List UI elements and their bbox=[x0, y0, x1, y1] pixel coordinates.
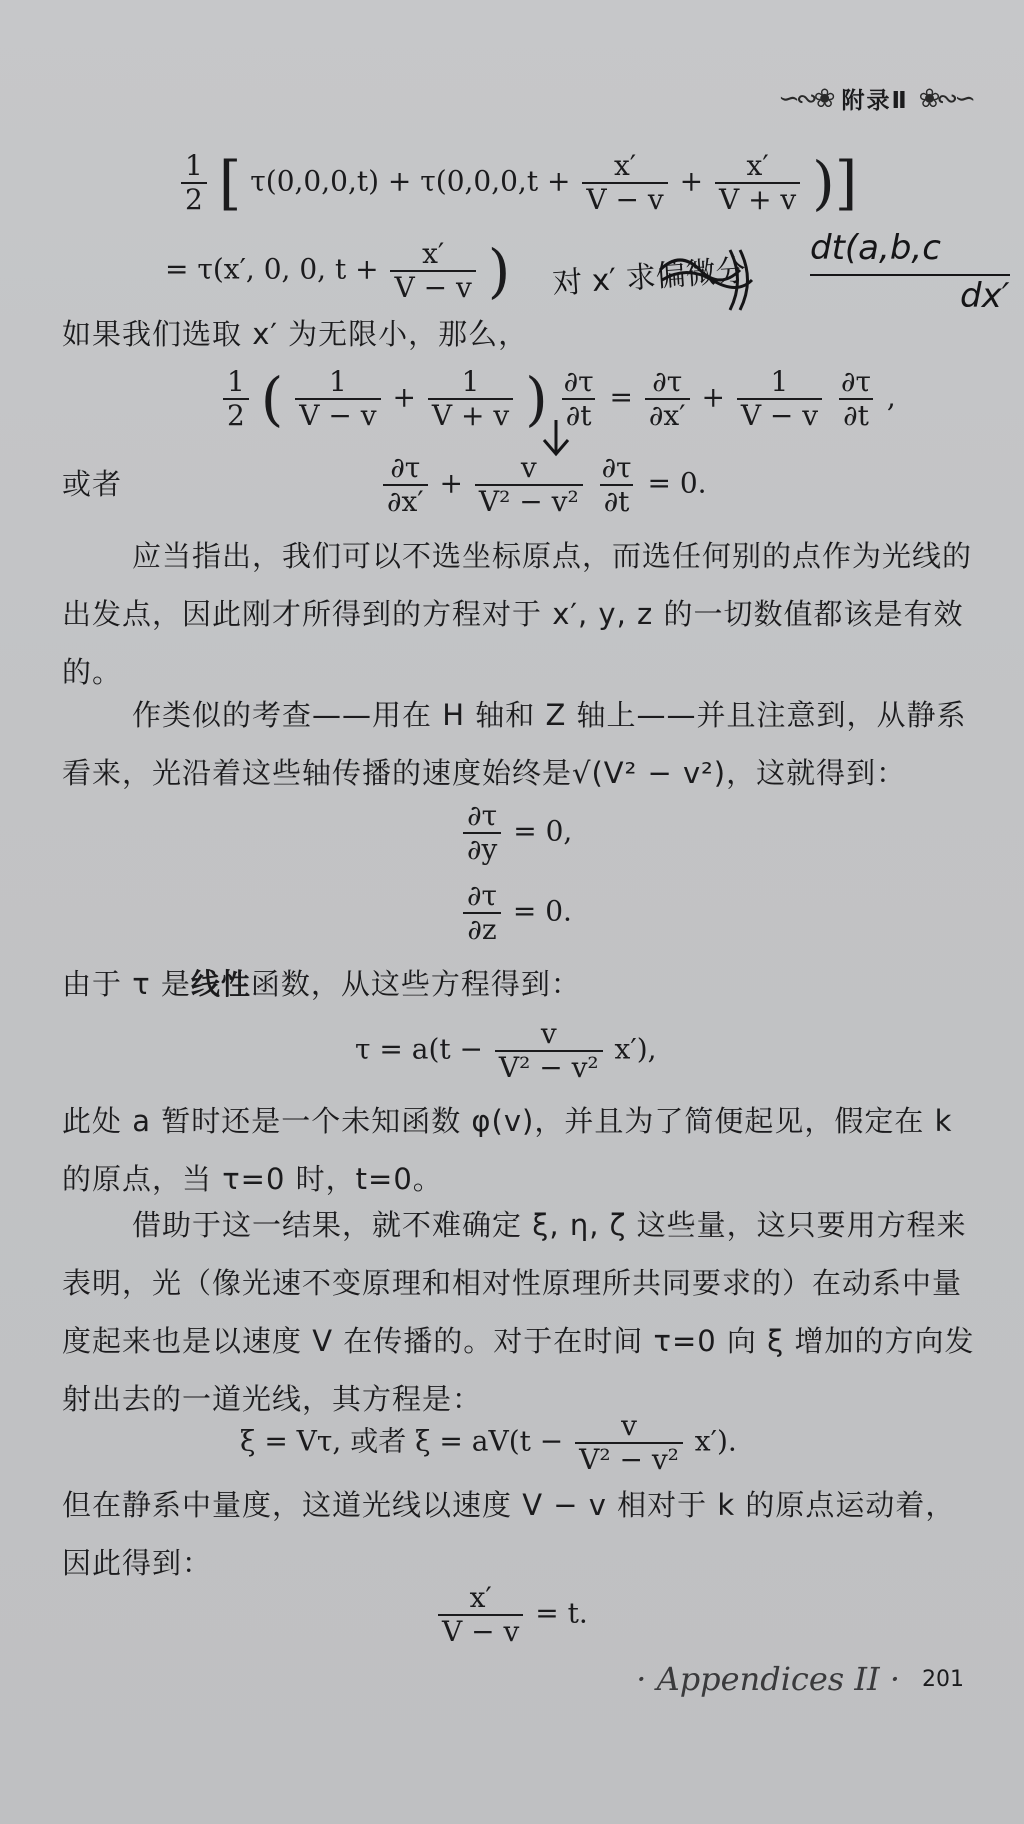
handwritten-formula: dt(a,b,c dx′ bbox=[810, 228, 1010, 316]
equation-2: = τ(x′, 0, 0, t + $\frac{x'}{V - v}$ ) bbox=[165, 237, 511, 306]
paragraph-3: 作类似的考查——用在 H 轴和 Z 轴上——并且注意到，从静系看来，光沿着这些轴传播的速度始终是√(V² − v²)，这就得到： bbox=[62, 698, 967, 790]
paragraph-2: 应当指出，我们可以不选坐标原点，而选任何别的点作为光线的出发点，因此刚才所得到的方程对于 x′, y, z 的一切数值都该是有效的。 bbox=[62, 539, 973, 689]
page-number: 201 bbox=[922, 1666, 964, 1692]
equation-3: $\frac{1}{2}$ ( $\frac{1}{V - v}$ + $\frac{1}{V + v}$ ) $\frac{\partial\tau}{\partial t}$ = $\frac{\partial\tau}{\partial x'}$ + $\frac{1}{V - v}$ $\frac{\partial\tau}{\partial t}$ , bbox=[220, 366, 896, 432]
ornament-right-icon: ❀∾∽ bbox=[918, 83, 972, 114]
label-or: 或者 bbox=[62, 467, 123, 501]
equation-6: $\frac{\partial\tau}{\partial z}$ = 0. bbox=[460, 880, 572, 946]
running-header bbox=[778, 82, 972, 115]
paragraph-1: 如果我们选取 x′ 为无限小，那么， bbox=[62, 317, 529, 351]
paragraph-5: 此处 a 暂时还是一个未知函数 φ(v)，并且为了简便起见，假定在 k 的原点，当 τ=0 时，t=0。 bbox=[62, 1104, 953, 1196]
paragraph-6: 借助于这一结果，就不难确定 ξ, η, ζ 这些量，这只要用方程来表明，光（像光速不变原理和相对性原理所共同要求的）在动系中量度起来也是以速度 V 在传播的。对于在时间 τ=0 向 ξ 增加的方向发射出去的一道光线，其方程是： bbox=[62, 1208, 975, 1416]
paragraph-4: 由于 τ 是线性函数，从这些方程得到： bbox=[62, 967, 581, 1001]
equation-5: $\frac{\partial\tau}{\partial y}$ = 0, bbox=[460, 800, 572, 866]
handwritten-note: 对 x′ 求偏微分 bbox=[551, 253, 747, 302]
page-footer bbox=[636, 1660, 964, 1698]
equation-4: $\frac{\partial\tau}{\partial x'}$ + $\frac{v}{\text{V² − v²}}$ $\frac{\partial\tau}{\partial t}$ = 0. bbox=[380, 452, 707, 518]
paragraph-7: 但在静系中量度，这道光线以速度 V − v 相对于 k 的原点运动着，因此得到： bbox=[62, 1488, 956, 1580]
header-title: 附录Ⅱ bbox=[841, 88, 909, 114]
ornament-left-icon: ∽∾❀ bbox=[778, 83, 832, 114]
equation-1: $\frac{1}{2}$ [ τ(0,0,0,t) + τ(0,0,0,t + $\frac{x'}{V - v}$ + $\frac{x'}{V + v}$ )] bbox=[178, 150, 857, 216]
footer-script: · Appendices II · bbox=[636, 1660, 900, 1698]
equation-8: ξ = Vτ, 或者 ξ = aV(t − $\frac{v}{\text{V² − v²}}$ x′). bbox=[240, 1409, 737, 1477]
equation-9: $\frac{x'}{V - v}$ = t. bbox=[435, 1582, 588, 1648]
equation-7: τ = a(t − $\frac{v}{\text{V² − v²}}$ x′), bbox=[355, 1017, 657, 1085]
